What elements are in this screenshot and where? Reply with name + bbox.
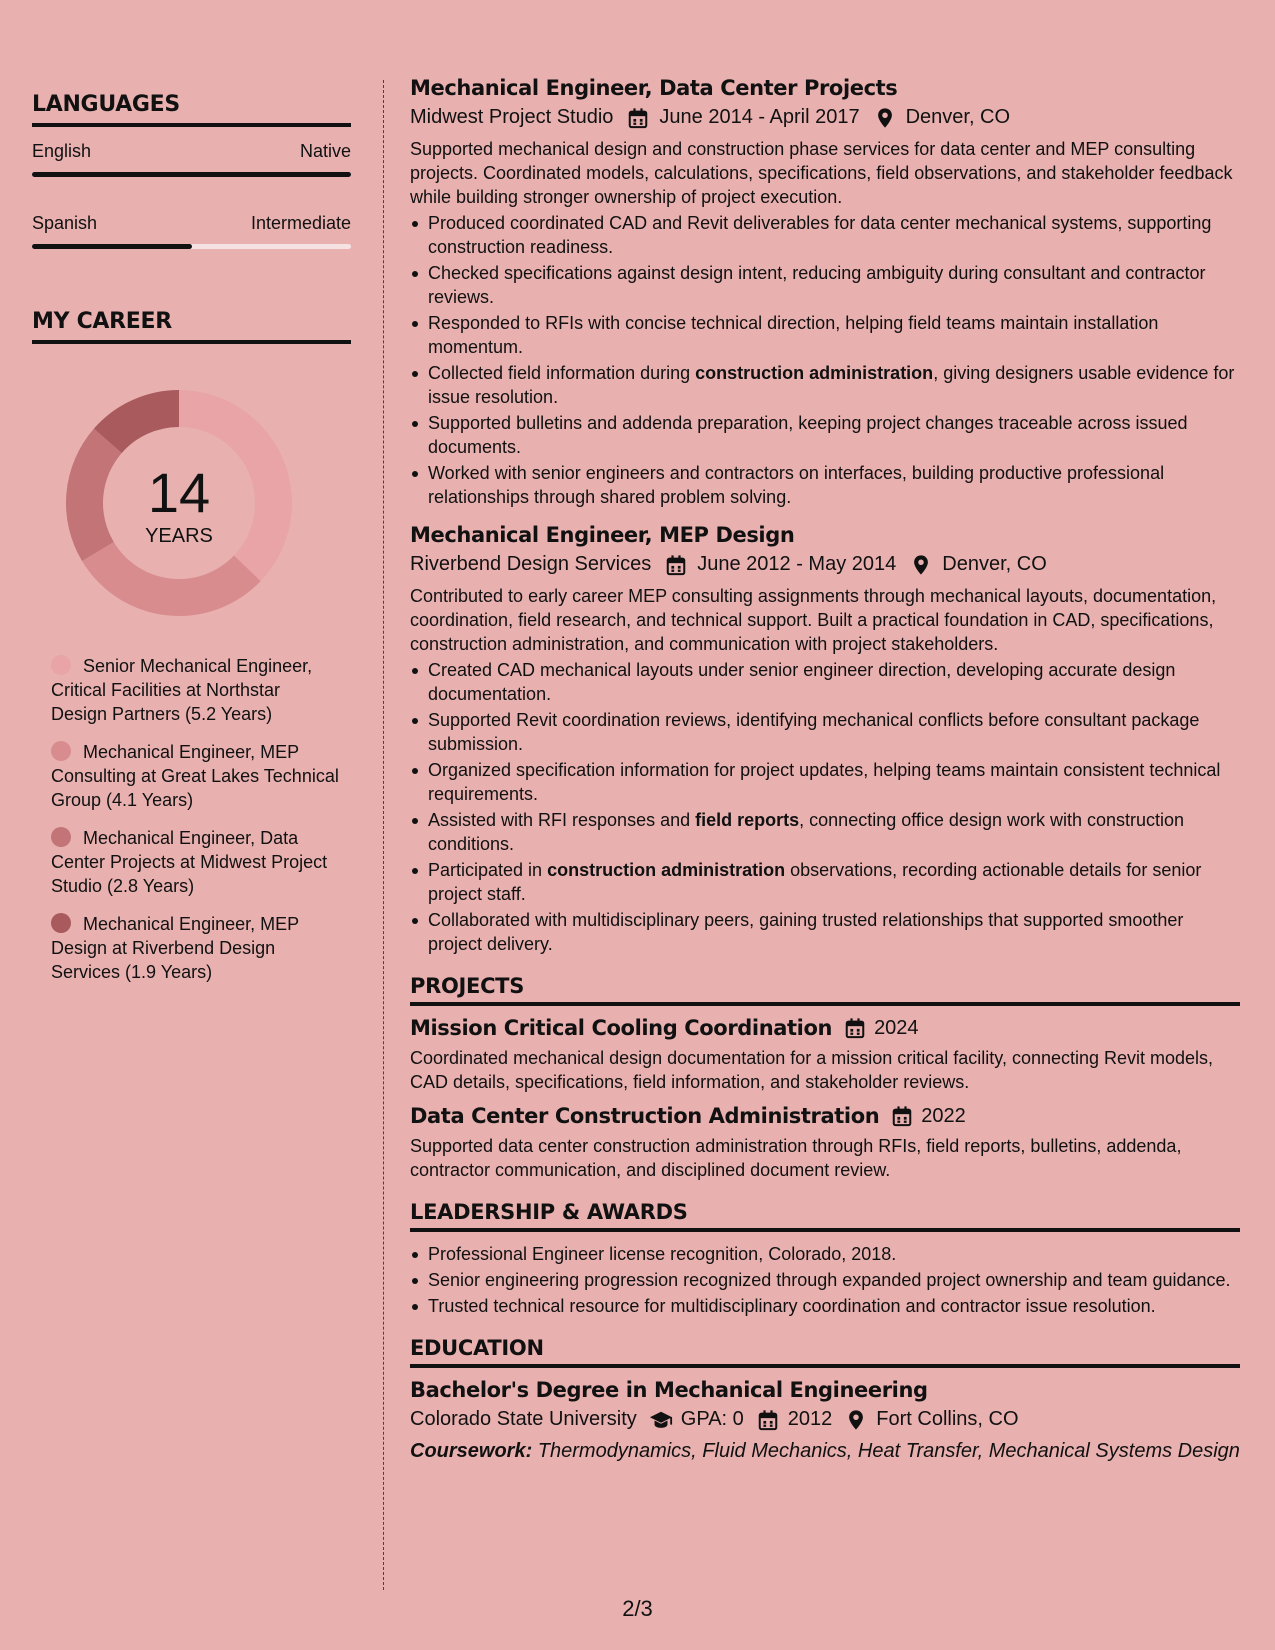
location-pin-icon [910, 554, 932, 576]
career-donut-chart [64, 388, 294, 618]
school-name: Colorado State University [410, 1408, 637, 1430]
language-item [32, 213, 351, 249]
page-number: 2/3 [622, 1596, 653, 1621]
awards-heading: LEADERSHIP & AWARDS [410, 1200, 1240, 1232]
language-item [32, 141, 351, 177]
project-entry [410, 1104, 1240, 1182]
job-entry [410, 523, 1240, 956]
coursework-list: Thermodynamics, Fluid Mechanics, Heat Transfer, Mechanical Systems Design [532, 1440, 1240, 1462]
job-title: Mechanical Engineer, Data Center Projects [410, 76, 898, 100]
legend-label: Mechanical Engineer, MEP Design at Riverbend Design Services (1.9 Years) [51, 914, 299, 982]
language-name: English [32, 141, 92, 161]
sidebar [32, 92, 351, 998]
award-item: Trusted technical resource for multidisciplinary coordination and contractor issue resolution. [410, 1294, 1240, 1318]
legend-item [51, 740, 341, 812]
language-proficiency-fill [32, 244, 192, 249]
calendar-icon [665, 554, 687, 576]
legend-dot [51, 827, 71, 847]
award-item: Senior engineering progression recognized through expanded project ownership and team guidance. [410, 1268, 1240, 1292]
job-bullet: Worked with senior engineers and contractors on interfaces, building productive professional relationships through shared problem solving. [410, 461, 1240, 509]
job-bullets [410, 211, 1240, 509]
education-heading: EDUCATION [410, 1336, 1240, 1368]
job-bullet: Organized specification information for project updates, helping teams maintain consistent technical requirements. [410, 758, 1240, 806]
degree-title: Bachelor's Degree in Mechanical Engineering [410, 1378, 928, 1402]
job-bullet: Supported bulletins and addenda preparation, keeping project changes traceable across issued documents. [410, 411, 1240, 459]
job-location: Denver, CO [942, 553, 1047, 575]
job-title: Mechanical Engineer, MEP Design [410, 523, 795, 547]
education-entry [410, 1378, 1240, 1463]
career-years-label: YEARS [145, 524, 213, 547]
location-pin-icon [874, 107, 896, 129]
job-bullet: Collected field information during construction administration, giving designers usable evidence for issue resolution. [410, 361, 1240, 409]
column-divider [383, 80, 384, 1590]
job-description: Contributed to early career MEP consulting assignments through mechanical layouts, documentation, coordination, field research, and technical support. Built a practical foundation in CAD, specifications, construction administration, and communication with project stakeholders. [410, 586, 1217, 654]
language-proficiency-fill [32, 172, 351, 177]
job-bullet: Participated in construction administration observations, recording actionable details for senior project staff. [410, 858, 1240, 906]
job-bullet: Assisted with RFI responses and field reports, connecting office design work with construction conditions. [410, 808, 1240, 856]
gpa: GPA: 0 [680, 1408, 744, 1430]
school-location: Fort Collins, CO [876, 1408, 1019, 1430]
calendar-icon [756, 1409, 780, 1431]
job-bullet: Supported Revit coordination reviews, identifying mechanical conflicts before consultant package submission. [410, 708, 1240, 756]
graduation-year: 2012 [787, 1408, 833, 1430]
job-company: Midwest Project Studio [410, 106, 614, 128]
calendar-icon [627, 107, 649, 129]
career-legend [51, 654, 341, 984]
coursework [410, 1439, 1240, 1463]
project-year: 2022 [921, 1104, 966, 1127]
project-title: Mission Critical Cooling Coordination [410, 1016, 833, 1040]
legend-item [51, 912, 341, 984]
career-total-years: 14 [147, 460, 211, 524]
job-bullet: Collaborated with multidisciplinary peers, gaining trusted relationships that supported smoother project delivery. [410, 908, 1240, 956]
job-dates: June 2014 - April 2017 [659, 106, 860, 128]
location-pin-icon [844, 1409, 868, 1431]
project-year: 2024 [874, 1016, 919, 1039]
language-level: Intermediate [250, 213, 351, 233]
projects-heading: PROJECTS [410, 974, 1240, 1006]
project-description: Coordinated mechanical design documentation for a mission critical facility, connecting Revit models, CAD details, specifications, field information, and stakeholder reviews. [410, 1048, 1214, 1092]
job-bullets [410, 658, 1240, 956]
legend-dot [51, 913, 71, 933]
language-name: Spanish [32, 213, 98, 233]
job-company: Riverbend Design Services [410, 553, 652, 575]
main-content [410, 76, 1240, 1463]
languages-heading: LANGUAGES [32, 92, 351, 127]
language-level: Native [299, 141, 351, 161]
project-entry [410, 1016, 1240, 1094]
legend-dot [51, 741, 71, 761]
legend-dot [51, 655, 71, 675]
legend-item [51, 826, 341, 898]
job-bullet: Checked specifications against design intent, reducing ambiguity during consultant and contractor reviews. [410, 261, 1240, 309]
language-proficiency-bar [32, 172, 351, 177]
legend-label: Mechanical Engineer, MEP Consulting at Great Lakes Technical Group (4.1 Years) [51, 742, 339, 810]
legend-label: Mechanical Engineer, Data Center Projects at Midwest Project Studio (2.8 Years) [51, 828, 328, 896]
job-entry [410, 76, 1240, 509]
legend-item [51, 654, 341, 726]
career-heading: MY CAREER [32, 309, 351, 344]
awards-list [410, 1242, 1240, 1318]
legend-label: Senior Mechanical Engineer, Critical Facilities at Northstar Design Partners (5.2 Years) [51, 656, 313, 724]
project-title: Data Center Construction Administration [410, 1104, 880, 1128]
job-bullet: Created CAD mechanical layouts under senior engineer direction, developing accurate design documentation. [410, 658, 1240, 706]
job-dates: June 2012 - May 2014 [697, 553, 897, 575]
award-item: Professional Engineer license recognition, Colorado, 2018. [410, 1242, 1240, 1266]
job-bullet: Produced coordinated CAD and Revit deliverables for data center mechanical systems, supporting construction readiness. [410, 211, 1240, 259]
job-bullet: Responded to RFIs with concise technical direction, helping field teams maintain installation momentum. [410, 311, 1240, 359]
graduation-cap-icon [649, 1409, 673, 1431]
calendar-icon [891, 1105, 913, 1127]
job-description: Supported mechanical design and construction phase services for data center and MEP consulting projects. Coordinated models, calculations, specifications, field observations, and stakeholder feedback while building stronger ownership of project execution. [410, 139, 1233, 207]
language-proficiency-bar [32, 244, 351, 249]
project-description: Supported data center construction administration through RFIs, field reports, bulletins, addenda, contractor communication, and disciplined document review. [410, 1136, 1182, 1180]
coursework-label: Coursework: [410, 1440, 533, 1462]
calendar-icon [844, 1017, 866, 1039]
job-location: Denver, CO [905, 106, 1011, 128]
